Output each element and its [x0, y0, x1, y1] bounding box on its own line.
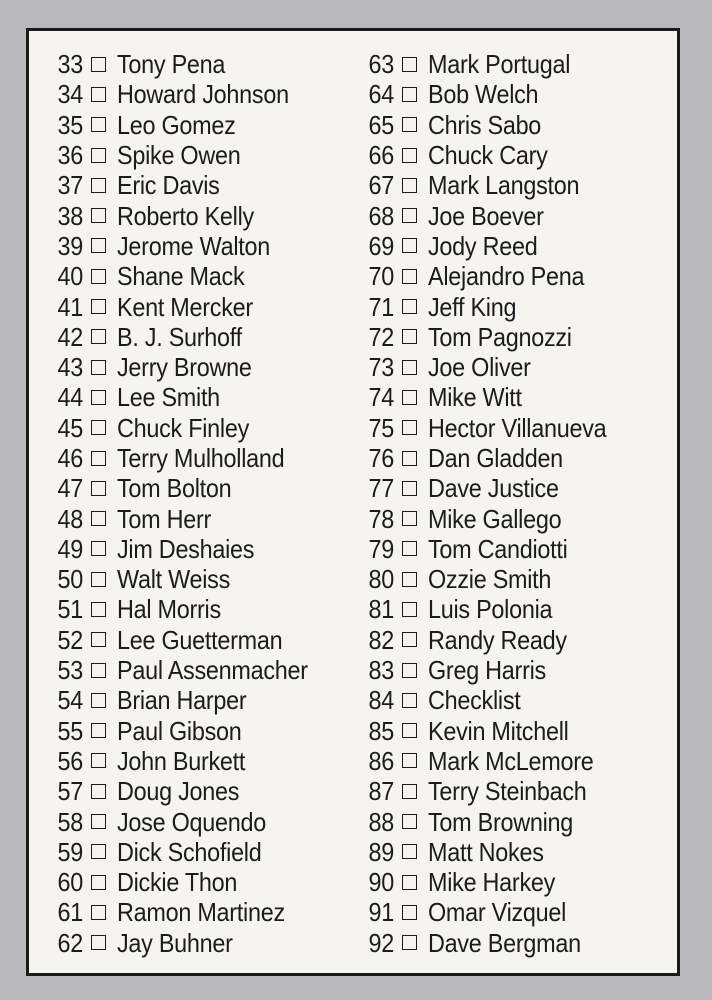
- card-number: 34: [57, 79, 83, 110]
- player-name: Eric Davis: [117, 170, 220, 201]
- card-number: 42: [57, 321, 83, 352]
- checkbox[interactable]: [91, 693, 106, 708]
- card-number: 50: [57, 564, 83, 595]
- player-name: Joe Boever: [428, 200, 544, 231]
- player-name: Jose Oquendo: [117, 806, 266, 837]
- card-number: 74: [368, 382, 394, 413]
- player-name: Dick Schofield: [117, 836, 262, 867]
- checkbox[interactable]: [402, 299, 417, 314]
- checkbox[interactable]: [402, 753, 417, 768]
- card-number: 59: [57, 836, 83, 867]
- checklist-entry: [49, 110, 369, 140]
- card-number: 56: [57, 745, 83, 776]
- checklist-entry: [360, 594, 680, 624]
- player-name: Hector Villanueva: [428, 412, 607, 443]
- card-number: 77: [368, 473, 394, 504]
- checkbox[interactable]: [91, 935, 106, 950]
- checkbox[interactable]: [402, 541, 417, 556]
- player-name: Tom Candiotti: [428, 533, 568, 564]
- checklist-entry: [360, 534, 680, 564]
- player-name: Mark Langston: [428, 170, 580, 201]
- player-name: Paul Gibson: [117, 715, 242, 746]
- checkbox[interactable]: [91, 511, 106, 526]
- checklist-entry: [360, 231, 680, 261]
- player-name: Tom Browning: [428, 806, 574, 837]
- checkbox[interactable]: [402, 905, 417, 920]
- checklist-left-column: [49, 49, 369, 958]
- player-name: Terry Mulholland: [117, 443, 285, 473]
- checklist-entry: [49, 867, 369, 897]
- card-number: 79: [368, 533, 394, 564]
- player-name: Checklist: [428, 685, 521, 716]
- card-number: 47: [57, 473, 83, 504]
- checklist-entry: [49, 897, 369, 927]
- card-number: 80: [368, 564, 394, 595]
- player-name: Lee Smith: [117, 382, 220, 413]
- player-name: Doug Jones: [117, 776, 240, 807]
- player-name: Ramon Martinez: [117, 897, 285, 928]
- checklist-entry: [360, 170, 680, 200]
- player-name: Omar Vizquel: [428, 897, 567, 928]
- card-number: 70: [368, 261, 394, 292]
- card-number: 65: [368, 109, 394, 140]
- checklist-entry: [49, 746, 369, 776]
- checklist-entry: [360, 746, 680, 776]
- checkbox[interactable]: [91, 814, 106, 829]
- checkbox[interactable]: [91, 390, 106, 405]
- checklist-entry: [49, 443, 369, 473]
- checklist-right-column: [360, 49, 680, 958]
- player-name: Tom Bolton: [117, 473, 232, 504]
- player-name: John Burkett: [117, 745, 246, 776]
- checkbox[interactable]: [91, 87, 106, 102]
- card-number: 81: [368, 594, 394, 625]
- checklist-entry: [49, 685, 369, 715]
- player-name: Mike Witt: [428, 382, 522, 413]
- player-name: Jody Reed: [428, 230, 538, 261]
- player-name: Jerome Walton: [117, 230, 270, 261]
- checklist-entry: [360, 322, 680, 352]
- checkbox[interactable]: [91, 360, 106, 375]
- player-name: Ozzie Smith: [428, 564, 552, 595]
- player-name: Jeff King: [428, 291, 517, 322]
- checkbox[interactable]: [402, 208, 417, 223]
- card-number: 60: [57, 867, 83, 898]
- checklist-entry: [360, 625, 680, 655]
- player-name: Dan Gladden: [428, 443, 563, 473]
- checklist-entry: [49, 382, 369, 412]
- player-name: Tom Herr: [117, 503, 212, 534]
- player-name: Jerry Browne: [117, 352, 252, 383]
- player-name: Kent Mercker: [117, 291, 253, 322]
- checklist-entry: [49, 534, 369, 564]
- checklist-entry: [360, 685, 680, 715]
- card-number: 39: [57, 230, 83, 261]
- card-number: 67: [368, 170, 394, 201]
- player-name: Roberto Kelly: [117, 200, 254, 231]
- checkbox[interactable]: [402, 390, 417, 405]
- checklist-entry: [49, 140, 369, 170]
- checkbox[interactable]: [91, 269, 106, 284]
- checklist-entry: [49, 352, 369, 382]
- card-number: 68: [368, 200, 394, 231]
- checklist-entry: [49, 261, 369, 291]
- card-number: 82: [368, 624, 394, 655]
- checkbox[interactable]: [91, 753, 106, 768]
- checkbox[interactable]: [402, 117, 417, 132]
- checkbox[interactable]: [91, 875, 106, 890]
- checkbox[interactable]: [402, 360, 417, 375]
- card-number: 61: [57, 897, 83, 928]
- checkbox[interactable]: [91, 572, 106, 587]
- checklist-entry: [49, 655, 369, 685]
- player-name: Kevin Mitchell: [428, 715, 569, 746]
- checklist-entry: [360, 837, 680, 867]
- card-number: 83: [368, 655, 394, 686]
- player-name: Shane Mack: [117, 261, 245, 292]
- player-name: Tony Pena: [117, 49, 226, 80]
- checklist-entry: [49, 170, 369, 200]
- checklist-entry: [49, 413, 369, 443]
- checklist-entry: [360, 49, 680, 79]
- checklist-entry: [49, 806, 369, 836]
- checkbox[interactable]: [402, 57, 417, 72]
- card-number: 69: [368, 230, 394, 261]
- checklist-entry: [360, 867, 680, 897]
- checklist-entry: [360, 503, 680, 533]
- player-name: Tom Pagnozzi: [428, 321, 572, 352]
- checklist-entry: [360, 140, 680, 170]
- card-number: 76: [368, 443, 394, 473]
- player-name: Lee Guetterman: [117, 624, 283, 655]
- checklist-entry: [49, 291, 369, 321]
- checklist-entry: [49, 49, 369, 79]
- checklist-entry: [49, 837, 369, 867]
- player-name: Luis Polonia: [428, 594, 553, 625]
- player-name: Terry Steinbach: [428, 776, 587, 807]
- card-number: 72: [368, 321, 394, 352]
- card-number: 53: [57, 655, 83, 686]
- checkbox[interactable]: [91, 117, 106, 132]
- checkbox[interactable]: [91, 57, 106, 72]
- checklist-entry: [49, 594, 369, 624]
- checkbox[interactable]: [91, 329, 106, 344]
- checklist-entry: [49, 776, 369, 806]
- player-name: Chuck Finley: [117, 412, 250, 443]
- card-number: 37: [57, 170, 83, 201]
- checklist-entry: [49, 564, 369, 594]
- checkbox[interactable]: [91, 663, 106, 678]
- checkbox[interactable]: [91, 299, 106, 314]
- card-number: 51: [57, 594, 83, 625]
- checkbox[interactable]: [402, 329, 417, 344]
- card-number: 63: [368, 49, 394, 80]
- checkbox[interactable]: [91, 148, 106, 163]
- checkbox[interactable]: [402, 148, 417, 163]
- player-name: Alejandro Pena: [428, 261, 585, 292]
- card-number: 71: [368, 291, 394, 322]
- checkbox[interactable]: [402, 178, 417, 193]
- player-name: Walt Weiss: [117, 564, 231, 595]
- card-number: 52: [57, 624, 83, 655]
- player-name: Matt Nokes: [428, 836, 544, 867]
- checkbox[interactable]: [91, 420, 106, 435]
- player-name: Mike Gallego: [428, 503, 562, 534]
- player-name: Howard Johnson: [117, 79, 289, 110]
- card-number: 36: [57, 140, 83, 171]
- checkbox[interactable]: [402, 238, 417, 253]
- checklist-entry: [360, 443, 680, 473]
- card-number: 49: [57, 533, 83, 564]
- card-number: 48: [57, 503, 83, 534]
- checklist-entry: [49, 200, 369, 230]
- checkbox[interactable]: [402, 935, 417, 950]
- checklist-entry: [360, 200, 680, 230]
- checklist-entry: [360, 261, 680, 291]
- checkbox[interactable]: [402, 814, 417, 829]
- checklist-entry: [360, 806, 680, 836]
- checklist-entry: [360, 413, 680, 443]
- checkbox[interactable]: [402, 572, 417, 587]
- checkbox[interactable]: [402, 875, 417, 890]
- checklist-entry: [360, 655, 680, 685]
- checklist-entry: [49, 503, 369, 533]
- checklist-entry: [49, 231, 369, 261]
- checkbox[interactable]: [91, 723, 106, 738]
- player-name: Bob Welch: [428, 79, 539, 110]
- card-number: 85: [368, 715, 394, 746]
- card-number: 43: [57, 352, 83, 383]
- card-number: 92: [368, 927, 394, 958]
- player-name: Jim Deshaies: [117, 533, 255, 564]
- card-number: 84: [368, 685, 394, 716]
- player-name: Jay Buhner: [117, 927, 233, 958]
- checkbox[interactable]: [402, 269, 417, 284]
- checkbox[interactable]: [91, 238, 106, 253]
- checklist-entry: [49, 473, 369, 503]
- checklist-entry: [49, 79, 369, 109]
- player-name: Randy Ready: [428, 624, 567, 655]
- player-name: Paul Assenmacher: [117, 655, 308, 686]
- checkbox[interactable]: [402, 511, 417, 526]
- checklist-entry: [360, 382, 680, 412]
- checkbox[interactable]: [402, 844, 417, 859]
- checklist-entry: [49, 322, 369, 352]
- card-number: 57: [57, 776, 83, 807]
- card-number: 75: [368, 412, 394, 443]
- player-name: Chris Sabo: [428, 109, 542, 140]
- checkbox[interactable]: [402, 632, 417, 647]
- player-name: Greg Harris: [428, 655, 546, 686]
- player-name: Brian Harper: [117, 685, 247, 716]
- checklist-card: [26, 28, 680, 976]
- checkbox[interactable]: [402, 693, 417, 708]
- checklist-entry: [360, 928, 680, 958]
- checklist-entry: [360, 473, 680, 503]
- card-number: 35: [57, 109, 83, 140]
- checkbox[interactable]: [91, 481, 106, 496]
- card-number: 66: [368, 140, 394, 171]
- checklist-entry: [360, 110, 680, 140]
- player-name: Mark Portugal: [428, 49, 571, 80]
- card-number: 55: [57, 715, 83, 746]
- card-number: 91: [368, 897, 394, 928]
- card-number: 40: [57, 261, 83, 292]
- checkbox[interactable]: [91, 632, 106, 647]
- player-name: Dickie Thon: [117, 867, 238, 898]
- card-number: 33: [57, 49, 83, 80]
- checkbox[interactable]: [402, 481, 417, 496]
- checkbox[interactable]: [402, 723, 417, 738]
- card-number: 90: [368, 867, 394, 898]
- player-name: Mark McLemore: [428, 745, 594, 776]
- card-number: 87: [368, 776, 394, 807]
- player-name: Dave Bergman: [428, 927, 581, 958]
- card-number: 46: [57, 443, 83, 473]
- checklist-entry: [49, 716, 369, 746]
- checkbox[interactable]: [402, 420, 417, 435]
- card-number: 88: [368, 806, 394, 837]
- card-number: 62: [57, 927, 83, 958]
- checkbox[interactable]: [91, 784, 106, 799]
- card-number: 54: [57, 685, 83, 716]
- player-name: Mike Harkey: [428, 867, 556, 898]
- player-name: Dave Justice: [428, 473, 559, 504]
- checklist-entry: [49, 928, 369, 958]
- checkbox[interactable]: [91, 451, 106, 466]
- card-number: 44: [57, 382, 83, 413]
- checklist-entry: [360, 716, 680, 746]
- checklist-entry: [49, 625, 369, 655]
- checkbox[interactable]: [91, 541, 106, 556]
- card-number: 45: [57, 412, 83, 443]
- checkbox[interactable]: [402, 602, 417, 617]
- checkbox[interactable]: [402, 663, 417, 678]
- card-number: 86: [368, 745, 394, 776]
- card-number: 58: [57, 806, 83, 837]
- checklist-entry: [360, 352, 680, 382]
- checkbox[interactable]: [402, 87, 417, 102]
- card-number: 73: [368, 352, 394, 383]
- player-name: Joe Oliver: [428, 352, 531, 383]
- checklist-entry: [360, 79, 680, 109]
- checklist-entry: [360, 291, 680, 321]
- card-number: 64: [368, 79, 394, 110]
- checkbox[interactable]: [402, 784, 417, 799]
- player-name: Leo Gomez: [117, 109, 236, 140]
- checkbox[interactable]: [91, 905, 106, 920]
- card-number: 41: [57, 291, 83, 322]
- player-name: Hal Morris: [117, 594, 221, 625]
- card-number: 38: [57, 200, 83, 231]
- checkbox[interactable]: [91, 602, 106, 617]
- checklist-entry: [360, 776, 680, 806]
- player-name: Spike Owen: [117, 140, 241, 171]
- checkbox[interactable]: [91, 178, 106, 193]
- player-name: B. J. Surhoff: [117, 321, 242, 352]
- checkbox[interactable]: [402, 451, 417, 466]
- player-name: Chuck Cary: [428, 140, 548, 171]
- checkbox[interactable]: [91, 208, 106, 223]
- checkbox[interactable]: [91, 844, 106, 859]
- checklist-entry: [360, 897, 680, 927]
- checklist-entry: [360, 564, 680, 594]
- card-number: 78: [368, 503, 394, 534]
- card-number: 89: [368, 836, 394, 867]
